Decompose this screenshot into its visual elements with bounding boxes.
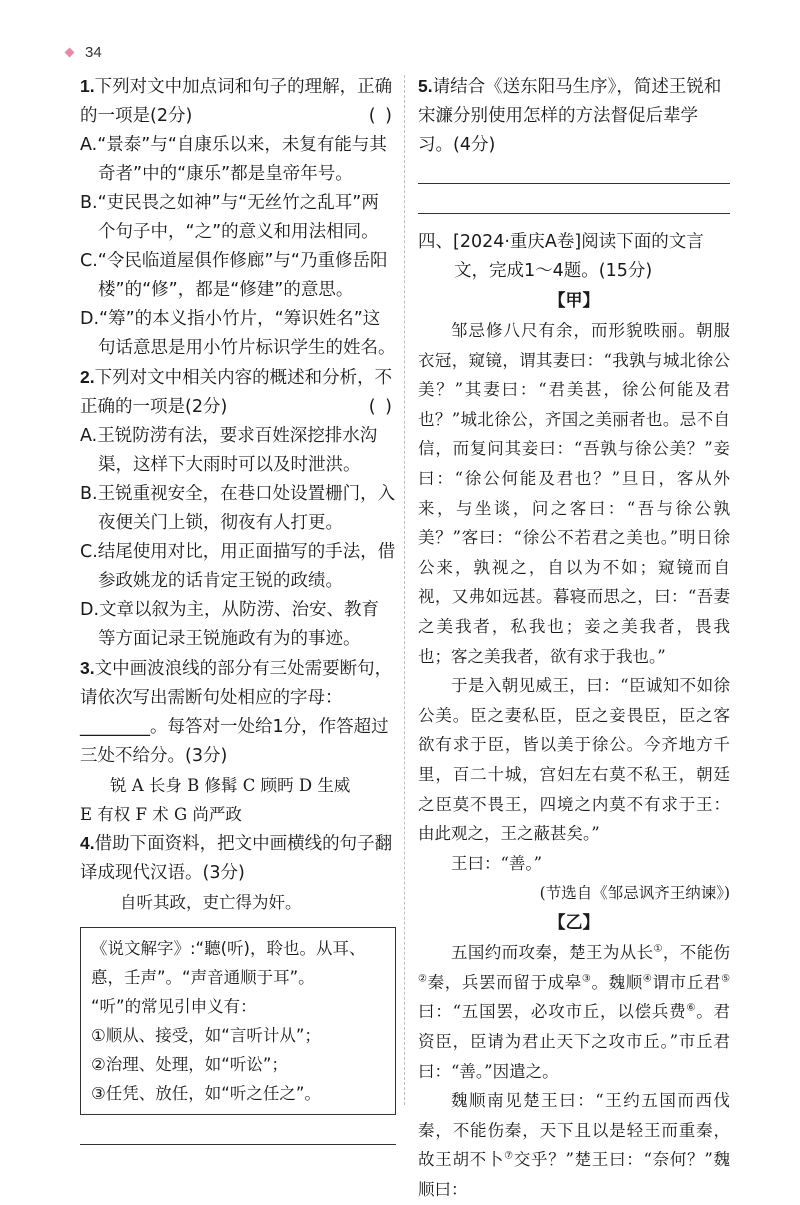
- text-segment: 交乎？”楚王曰：“奈何？”魏顺曰：: [418, 1150, 731, 1200]
- question-text: 文中画波浪线的部分有三处需要断句，请依次写出需断句处相应的字母：: [80, 659, 393, 708]
- option-a[interactable]: A.王锐防涝有法，要求百姓深挖排水沟渠，这样下大雨时可以及时泄洪。: [80, 426, 378, 475]
- question-text: 请结合《送东阳马生序》，简述王锐和宋濂分别使用怎样的方法督促后辈学习。(4分): [418, 77, 722, 155]
- passage-paragraph: [418, 1086, 730, 1204]
- option-a[interactable]: A.“景泰”与“自康乐以来，未复有能与其奇者”中的“康乐”都是皇帝年号。: [80, 135, 387, 184]
- answer-line[interactable]: [80, 1143, 396, 1145]
- column-divider: [404, 75, 405, 1105]
- page-header: [66, 40, 102, 64]
- text-segment: 秦，兵罢而留于成皋: [427, 972, 582, 992]
- reference-line: 《说文解字》:“聽(听)，聆也。从耳、悳，壬声”。“声音通顺于耳”。: [91, 939, 366, 987]
- question-1: [80, 72, 396, 363]
- footnote-marker[interactable]: ⑤: [721, 973, 731, 985]
- answer-bracket[interactable]: ( ): [368, 106, 394, 126]
- passage-paragraph: 于是入朝见威王，曰：“臣诚知不如徐公美。臣之妻私臣，臣之妾畏臣，臣之客欲有求于臣，皆以美于徐公。今齐地方千里，百二十城，宫妇左右莫不私王，朝廷之臣莫不畏王，四境之内莫不有求于王：由此观之，王之蔽甚矣。”: [418, 676, 730, 844]
- text-segment: ，不能伤: [662, 943, 731, 963]
- passage-jia-label: 【甲】: [548, 291, 600, 311]
- footnote-marker[interactable]: ⑦: [504, 1150, 514, 1162]
- option-b[interactable]: B.“吏民畏之如神”与“无丝竹之乱耳”两个句子中，“之”的意义和用法相同。: [80, 193, 379, 242]
- break-options-line-2: E 有权 F 术 G 尚严政: [80, 805, 242, 824]
- question-5: [418, 72, 730, 214]
- footnote-marker[interactable]: ③: [581, 973, 592, 985]
- question-number: 1.: [80, 76, 95, 96]
- answer-line[interactable]: [418, 212, 730, 214]
- translate-sentence: 自听其政，吏亡得为奸。: [120, 893, 302, 912]
- right-column: [418, 72, 730, 1205]
- reference-line: ③任凭、放任，如“听之任之”。: [91, 1084, 321, 1103]
- passage-paragraph: [418, 938, 730, 1086]
- footnote-marker[interactable]: ②: [418, 973, 428, 985]
- passage-source: (节选自《邹忌讽齐王纳谏》): [539, 884, 730, 903]
- question-4-stem: [80, 829, 396, 888]
- question-number: 3.: [80, 658, 95, 678]
- answer-bracket[interactable]: ( ): [368, 397, 394, 417]
- text-segment: 魏顺南见楚王曰：“王约五国而西伐秦，不能伤秦，天下且以是轻王而重秦，故王胡不卜: [418, 1091, 730, 1170]
- break-options-line-1: 锐 A 长身 B 修髯 C 顾眄 D 生威: [110, 776, 351, 795]
- passage-jia: [418, 316, 730, 878]
- footnote-marker[interactable]: ①: [653, 943, 663, 955]
- reference-line: “听”的常见引申义有：: [91, 997, 257, 1016]
- question-3-stem: [80, 654, 396, 771]
- passage-paragraph: 邹忌修八尺有余，而形貌昳丽。朝服衣冠，窥镜，谓其妻曰：“我孰与城北徐公美？”其妻曰：“君美甚，徐公何能及君也？”城北徐公，齐国之美丽者也。忌不自信，而复问其妾曰：“吾孰与徐公美？”妾曰：“徐公何能及君也？”旦日，客从外来，与坐谈，问之客曰：“吾与徐公孰美？”客曰：“徐公不若君之美也。”明日徐公来，孰视之，自以为不如；窥镜而自视，又弗如远甚。暮寝而思之，曰：“吾妻之美我者，私我也；妾之美我者，畏我也；客之美我者，欲有求于我也。”: [418, 321, 730, 666]
- reference-line: ②治理、处理，如“听讼”；: [91, 1055, 288, 1074]
- text-segment: 谓市丘君: [652, 972, 722, 992]
- question-5-stem: [418, 72, 730, 160]
- question-number: 2.: [80, 367, 95, 387]
- question-text-cont: 。每答对一处给1分，作答超过三处不给分。(3分): [80, 717, 389, 766]
- section-title: 四、[2024·重庆A卷]阅读下面的文言文，完成1～4题。(15分): [418, 232, 704, 281]
- answer-line[interactable]: [418, 182, 730, 184]
- passage-yi: [418, 938, 730, 1204]
- text-segment: 五国约而攻秦，楚王为从长: [451, 943, 654, 963]
- page-number: 34: [85, 43, 102, 61]
- passage-yi-label: 【乙】: [548, 913, 600, 934]
- reference-box: [80, 927, 396, 1115]
- question-1-stem: [80, 72, 396, 131]
- question-2: [80, 363, 396, 654]
- text-segment: 。魏顺: [591, 972, 643, 992]
- question-text: 下列对文中加点词和句子的理解，正确的一项是(2分): [80, 77, 393, 126]
- text-segment: 曰：“五国罢，必攻市丘，以偿兵费: [418, 1002, 687, 1022]
- passage-paragraph: 王曰：“善。”: [451, 853, 543, 873]
- question-text: 借助下面资料，把文中画横线的句子翻译成现代汉语。(3分): [80, 834, 393, 883]
- option-d[interactable]: D.文章以叙为主，从防涝、治安、教育等方面记录王锐施政有为的事迹。: [80, 600, 380, 649]
- question-number: 4.: [80, 833, 95, 853]
- option-c[interactable]: C.“令民临道屋俱作修廊”与“乃重修岳阳楼”的“修”，都是“修建”的意思。: [80, 251, 388, 300]
- reference-line: ①顺从、接受，如“言听计从”；: [91, 1026, 321, 1045]
- option-c[interactable]: C.结尾使用对比，用正面描写的手法，借参政姚龙的话肯定王锐的政绩。: [80, 542, 396, 591]
- question-3: [80, 654, 396, 829]
- answer-blank[interactable]: ________: [80, 717, 150, 737]
- footnote-marker[interactable]: ④: [642, 973, 653, 985]
- question-number: 5.: [418, 76, 433, 96]
- diamond-icon: [65, 47, 75, 57]
- question-2-stem: [80, 363, 396, 422]
- option-b[interactable]: B.王锐重视安全，在巷口处设置栅门，入夜便关门上锁，彻夜有人打更。: [80, 484, 396, 533]
- footnote-marker[interactable]: ⑥: [686, 1002, 697, 1014]
- question-4: [80, 829, 396, 1145]
- left-column: [80, 72, 396, 1145]
- question-text: 下列对文中相关内容的概述和分析，不正确的一项是(2分): [80, 368, 393, 417]
- option-d[interactable]: D.“筹”的本义指小竹片，“筹识姓名”这句话意思是用小竹片标识学生的姓名。: [80, 309, 396, 358]
- text-segment: 。君资臣，臣请为君止天下之攻市丘。”市丘君曰：“善。”因遣之。: [418, 1002, 731, 1081]
